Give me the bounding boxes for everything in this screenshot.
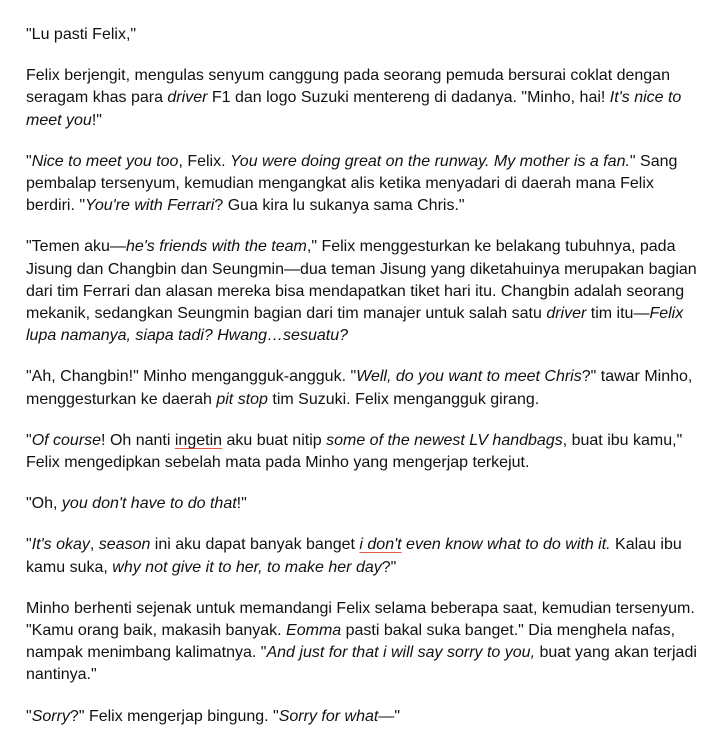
paragraph xyxy=(26,65,710,132)
italic-text: It's nice to xyxy=(609,89,682,107)
text-segment: "Ah, Changbin!" Minho mengangguk-angguk. " xyxy=(26,368,357,386)
text-segment: F1 dan logo Suzuki mentereng di dadanya. "Minho, hai! xyxy=(207,89,610,107)
italic-text: You were doing great on the runway. My mother is a fan. xyxy=(230,152,630,170)
text-segment: Kalau ibu xyxy=(610,536,682,554)
text-segment: !" xyxy=(236,495,247,513)
paragraph xyxy=(26,24,710,46)
text-segment: ? Gua kira lu sukanya sama Chris." xyxy=(214,197,465,215)
text-line xyxy=(26,65,710,87)
text-segment: "Temen aku— xyxy=(26,238,126,256)
text-line xyxy=(26,87,710,109)
paragraph xyxy=(26,493,710,515)
text-segment: nampak menimbang kalimatnya. " xyxy=(26,644,267,662)
text-line xyxy=(26,366,710,388)
spellcheck-word: i don't xyxy=(359,536,402,554)
italic-text: Felix xyxy=(649,305,684,323)
text-line xyxy=(26,24,710,46)
text-segment: tim itu— xyxy=(586,305,650,323)
italic-text: It's okay xyxy=(31,536,90,554)
text-segment: seragam khas para xyxy=(26,89,168,107)
text-line xyxy=(26,195,710,217)
text-line xyxy=(26,259,710,281)
text-line xyxy=(26,281,710,303)
text-segment: "Oh, xyxy=(26,495,62,513)
paragraph xyxy=(26,706,710,728)
text-line xyxy=(26,173,710,195)
text-segment: ! Oh nanti xyxy=(101,431,175,449)
text-segment: Felix mengedipkan sebelah mata pada Minho yang mengerjap terkejut. xyxy=(26,454,530,472)
paragraph xyxy=(26,236,710,347)
text-segment: menggesturkan ke daerah xyxy=(26,390,217,408)
text-segment: Jisung dan Changbin dan Seungmin—dua teman Jisung yang diketahuinya merupakan bagian xyxy=(26,260,697,278)
text-line xyxy=(26,557,710,579)
italic-text: even know what to do with it. xyxy=(401,536,611,554)
text-line xyxy=(26,389,710,411)
paragraph xyxy=(26,366,710,410)
text-segment: "Kamu orang baik, makasih banyak. xyxy=(26,622,287,640)
italic-text: he's friends with the team xyxy=(125,238,307,256)
text-line xyxy=(26,493,710,515)
text-segment: ?" Felix mengerjap bingung. " xyxy=(69,707,279,725)
italic-text: Sorry xyxy=(31,707,70,725)
text-segment: pasti bakal suka banget." Dia menghela nafas, xyxy=(341,622,676,640)
text-segment: ," Felix menggesturkan ke belakang tubuhnya, pada xyxy=(306,238,676,256)
text-line xyxy=(26,236,710,258)
italic-text: season xyxy=(98,536,151,554)
paragraph xyxy=(26,151,710,218)
italic-text: driver xyxy=(546,305,587,323)
italic-text: lupa namanya, siapa tadi? Hwang…sesuatu? xyxy=(26,327,348,345)
text-line xyxy=(26,110,710,132)
text-segment: " xyxy=(26,536,32,554)
text-segment: Felix berjengit, mengulas senyum canggung pada seorang pemuda bersurai coklat dengan xyxy=(26,67,670,85)
text-line xyxy=(26,706,710,728)
text-line xyxy=(26,598,710,620)
italic-text: some of the newest LV handbags xyxy=(326,431,563,449)
text-segment: , Felix. xyxy=(178,152,230,170)
paragraph xyxy=(26,598,710,687)
text-segment: !" xyxy=(91,111,102,129)
text-segment: " xyxy=(26,707,32,725)
italic-text: meet you xyxy=(26,111,92,129)
text-line xyxy=(26,325,710,347)
text-segment: Minho berhenti sejenak untuk memandangi Felix selama beberapa saat, kemudian tersenyum. xyxy=(26,599,695,617)
text-segment: kamu suka, xyxy=(26,558,113,576)
text-line xyxy=(26,151,710,173)
text-segment: berdiri. " xyxy=(26,197,86,215)
text-segment: " xyxy=(26,152,32,170)
text-line xyxy=(26,430,710,452)
text-line xyxy=(26,303,710,325)
spellcheck-word: ingetin xyxy=(174,431,223,449)
text-segment: tim Suzuki. Felix mengangguk girang. xyxy=(267,390,540,408)
text-line xyxy=(26,664,710,686)
text-segment: dari tim Ferrari dan alasan mereka bisa mendapatkan tiket hari itu. Changbin adalah seorang xyxy=(26,282,685,300)
text-segment: "Lu pasti Felix," xyxy=(26,26,137,43)
text-segment: aku buat nitip xyxy=(222,431,327,449)
text-segment: " xyxy=(26,431,32,449)
paragraph xyxy=(26,534,710,578)
italic-text: And just for that i will say sorry to you, xyxy=(266,644,536,662)
italic-text: why not give it to her, to make her day xyxy=(112,558,382,576)
italic-text: Nice to meet you too xyxy=(31,152,179,170)
text-segment: nantinya." xyxy=(26,666,97,684)
italic-text: Sorry for what— xyxy=(278,707,395,725)
italic-text: pit stop xyxy=(216,390,268,408)
text-line xyxy=(26,642,710,664)
text-segment: pembalap tersenyum, kemudian mengangkat alis ketika menyadari di daerah mana Felix xyxy=(26,175,654,193)
text-segment: ?" tawar Minho, xyxy=(581,368,693,386)
paragraph xyxy=(26,430,710,474)
italic-text: Eomma xyxy=(286,622,342,640)
text-segment: buat yang akan terjadi xyxy=(535,644,697,662)
text-segment: ?" xyxy=(381,558,397,576)
italic-text: Well, do you want to meet Chris xyxy=(356,368,582,386)
italic-text: driver xyxy=(167,89,208,107)
text-segment: , buat ibu kamu," xyxy=(562,431,683,449)
italic-text: you don't have to do that xyxy=(61,495,237,513)
text-line xyxy=(26,534,710,556)
text-segment: ini aku dapat banyak banget xyxy=(150,536,360,554)
text-line xyxy=(26,452,710,474)
text-segment: " Sang xyxy=(629,152,678,170)
italic-text: You're with Ferrari xyxy=(85,197,215,215)
italic-text: Of course xyxy=(31,431,102,449)
text-line xyxy=(26,620,710,642)
document-body xyxy=(26,24,710,747)
text-segment: mekanik, sedangkan Seungmin bagian dari tim manajer untuk salah satu xyxy=(26,305,547,323)
text-segment: " xyxy=(394,707,401,725)
text-segment: , xyxy=(89,536,99,554)
